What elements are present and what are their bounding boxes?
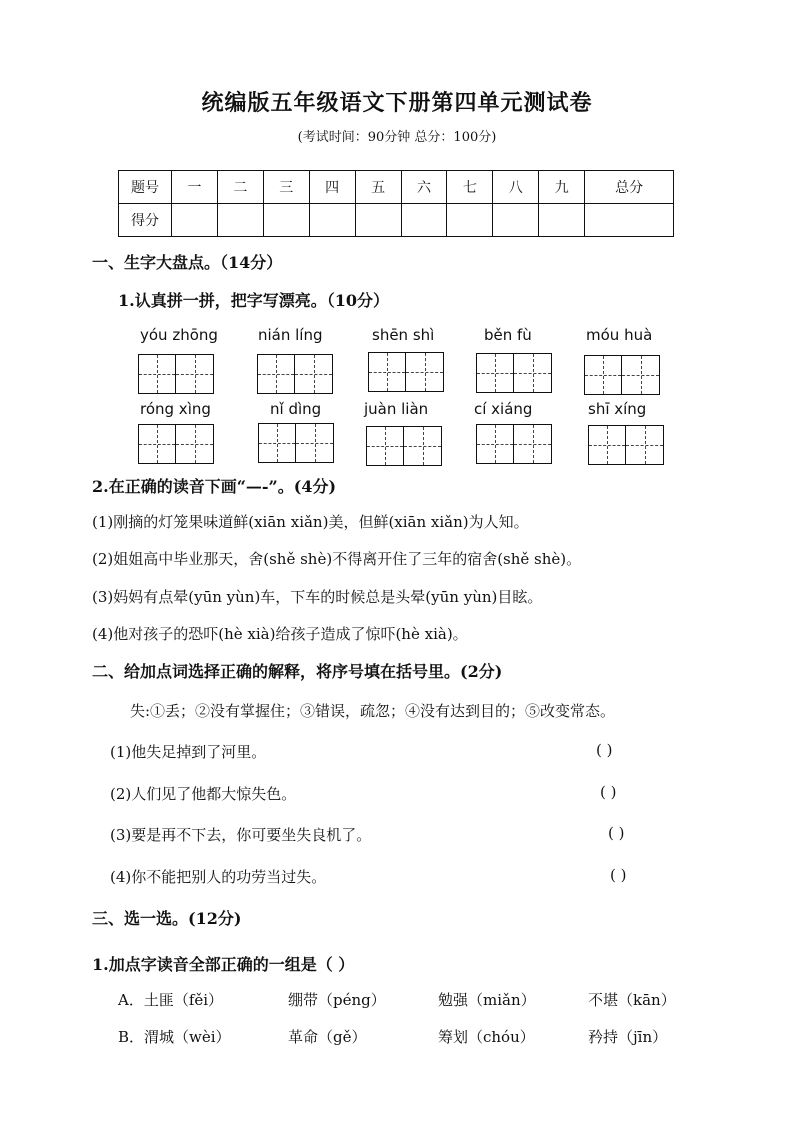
- q2-item: (4)他对孩子的恐吓(hè xià)给孩子造成了惊吓(hè xià)。: [92, 625, 468, 643]
- score-cell[interactable]: [263, 204, 309, 237]
- score-cell[interactable]: [401, 204, 447, 237]
- score-header-cell: 题号: [119, 171, 172, 204]
- q2-item: (3)妈妈有点晕(yūn yùn)车，下车的时候总是头晕(yūn yùn)目眩。: [92, 588, 543, 606]
- writing-box[interactable]: [476, 424, 554, 464]
- section1-q2-title: 2.在正确的读音下画“—-”。(4分): [92, 477, 337, 496]
- option-a-item[interactable]: 绷带（péng）: [288, 991, 386, 1009]
- option-b-item[interactable]: 革命（gě）: [288, 1028, 367, 1046]
- option-a-item[interactable]: 不堪（kān）: [588, 991, 676, 1009]
- score-header-cell: 三: [263, 171, 309, 204]
- pinyin-label: yóu zhōng: [140, 326, 218, 344]
- writing-box[interactable]: [138, 424, 216, 464]
- section2-title: 二、给加点词选择正确的解释，将序号填在括号里。(2分): [92, 662, 503, 681]
- option-b-item[interactable]: 矜持（jīn）: [588, 1028, 668, 1046]
- score-header-cell: 一: [172, 171, 218, 204]
- score-header-cell: 四: [309, 171, 355, 204]
- pinyin-label: nián líng: [258, 326, 323, 344]
- writing-box[interactable]: [138, 354, 216, 394]
- score-table-header-row: [119, 171, 674, 204]
- writing-box[interactable]: [368, 352, 446, 392]
- pinyin-label: móu huà: [586, 326, 653, 344]
- writing-box[interactable]: [584, 355, 662, 395]
- writing-box[interactable]: [257, 354, 335, 394]
- answer-paren[interactable]: ( ): [600, 783, 617, 801]
- answer-paren[interactable]: ( ): [608, 824, 625, 842]
- pinyin-label: shī xíng: [588, 400, 647, 418]
- score-cell[interactable]: [585, 204, 674, 237]
- q2-item: (2)姐姐高中毕业那天，舍(shě shè)不得离开住了三年的宿舍(shě shè)。: [92, 550, 582, 568]
- score-cell[interactable]: [172, 204, 218, 237]
- writing-box[interactable]: [258, 423, 336, 463]
- pinyin-label: nǐ dìng: [270, 400, 322, 418]
- section3-title: 三、选一选。(12分): [92, 909, 242, 928]
- section2-item: (3)要是再不下去，你可要坐失良机了。: [110, 826, 372, 844]
- writing-box[interactable]: [588, 425, 666, 465]
- answer-paren[interactable]: ( ): [596, 741, 613, 759]
- section2-item: (1)他失足掉到了河里。: [110, 743, 267, 761]
- score-header-cell: 九: [539, 171, 585, 204]
- score-cell[interactable]: [493, 204, 539, 237]
- pinyin-label: juàn liàn: [364, 400, 429, 418]
- writing-box[interactable]: [476, 353, 554, 393]
- definitions: 失:①丢；②没有掌握住；③错误，疏忽；④没有达到目的；⑤改变常态。: [130, 702, 616, 720]
- pinyin-label: róng xìng: [140, 400, 211, 418]
- q2-item: (1)刚摘的灯笼果味道鲜(xiān xiǎn)美，但鲜(xiān xiǎn)为人知。: [92, 513, 529, 531]
- score-cell[interactable]: [539, 204, 585, 237]
- pinyin-label: shēn shì: [372, 326, 435, 344]
- page-title: 统编版五年级语文下册第四单元测试卷: [201, 90, 593, 116]
- score-header-cell: 五: [355, 171, 401, 204]
- option-b-item[interactable]: 筹划（chóu）: [438, 1028, 535, 1046]
- section1-q1-title: 1.认真拼一拼，把字写漂亮。（10分）: [118, 291, 389, 310]
- exam-info: (考试时间：90分钟 总分：100分): [297, 130, 497, 145]
- pinyin-label: cí xiáng: [474, 400, 533, 418]
- option-a-item[interactable]: A．土匪（fěi）: [118, 991, 224, 1009]
- score-table: [118, 170, 674, 237]
- section3-q1-title: 1.加点字读音全部正确的一组是（ ）: [92, 955, 355, 974]
- writing-box[interactable]: [366, 426, 444, 466]
- score-cell[interactable]: [217, 204, 263, 237]
- score-header-cell: 六: [401, 171, 447, 204]
- answer-paren[interactable]: ( ): [610, 866, 627, 884]
- score-cell[interactable]: [355, 204, 401, 237]
- score-header-cell: 总分: [585, 171, 674, 204]
- score-row-label: 得分: [119, 204, 172, 237]
- section2-item: (4)你不能把别人的功劳当过失。: [110, 868, 327, 886]
- section2-item: (2)人们见了他都大惊失色。: [110, 785, 297, 803]
- score-header-cell: 二: [217, 171, 263, 204]
- score-table-score-row: [119, 204, 674, 237]
- option-b-item[interactable]: B．渭城（wèi）: [118, 1028, 231, 1046]
- score-cell[interactable]: [309, 204, 355, 237]
- score-cell[interactable]: [447, 204, 493, 237]
- score-header-cell: 七: [447, 171, 493, 204]
- pinyin-label: běn fù: [484, 326, 532, 344]
- section1-title: 一、生字大盘点。（14分）: [92, 253, 283, 272]
- score-header-cell: 八: [493, 171, 539, 204]
- option-a-item[interactable]: 勉强（miǎn）: [438, 991, 536, 1009]
